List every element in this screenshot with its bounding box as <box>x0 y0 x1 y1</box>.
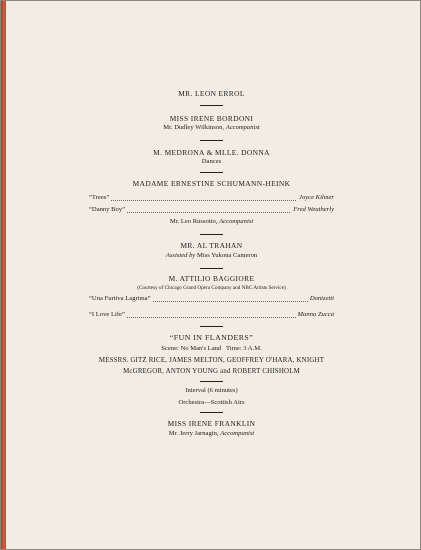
courtesy-note: (Courtesy of Chicago Grand Opera Company and NBC Artists Service) <box>137 285 286 291</box>
act-subtitle: Dances <box>201 158 222 165</box>
accompanist-credit: Mr. Jerry Jarnagin, Accompanist <box>168 430 255 437</box>
song-line <box>89 206 334 216</box>
act-title: MR. AL TRAHAN <box>180 241 243 250</box>
song-line <box>89 194 334 204</box>
divider <box>200 412 223 413</box>
divider <box>200 140 223 141</box>
act-title: M. ATTILIO BAGGIORE <box>168 274 255 283</box>
scene-line: Scene: No Man's Land Time: 3 A.M. <box>161 345 262 352</box>
divider <box>200 268 223 269</box>
accompanist-credit: Mr. Leo Russotto, Accompanist <box>169 218 254 225</box>
act-title: MISS IRENE FRANKLIN <box>167 419 256 428</box>
divider <box>200 234 223 235</box>
act-title: “FUN IN FLANDERS” <box>169 333 254 342</box>
divider <box>200 172 223 173</box>
song-title: “I Love Life” <box>89 311 125 318</box>
song-title: “Trees” <box>89 194 110 201</box>
act-title: MR. LEON ERROL <box>178 89 245 98</box>
song-composer: Donizetti <box>309 295 334 302</box>
divider <box>200 381 223 382</box>
act-title: MADAME ERNESTINE SCHUMANN-HEINK <box>132 179 291 188</box>
song-composer: Fred Weatherly <box>293 206 334 213</box>
song-composer: Joyce Kilmer <box>299 194 334 201</box>
song-composer: Manna Zucca <box>297 311 334 318</box>
act-title: MISS IRENE BORDONI <box>169 114 254 123</box>
cast-line: MESSRS. GITZ RICE, JAMES MELTON, GEOFFREY O'HARA, KNIGHT <box>98 357 325 364</box>
act-title: M. MEDRONA & MLLE. DONNA <box>153 148 270 157</box>
divider <box>200 105 223 106</box>
assisted-by-line: Assisted by Miss Yukona Cameron <box>165 252 258 259</box>
red-binding-edge <box>1 1 6 549</box>
song-line <box>89 295 334 305</box>
accompanist-credit: Mr. Dudley Wilkinson, Accompanist <box>163 124 260 131</box>
orchestra-line: Orchestra—Scottish Airs <box>178 399 245 406</box>
song-title: “Una Furtiva Lagrima” <box>89 295 151 302</box>
song-line <box>89 311 334 321</box>
song-title: “Danny Boy” <box>89 206 126 213</box>
divider <box>200 326 223 327</box>
interval-line: Interval (6 minutes) <box>185 387 238 394</box>
cast-line: McGREGOR, ANTON YOUNG and ROBERT CHISHOLM <box>123 368 300 375</box>
